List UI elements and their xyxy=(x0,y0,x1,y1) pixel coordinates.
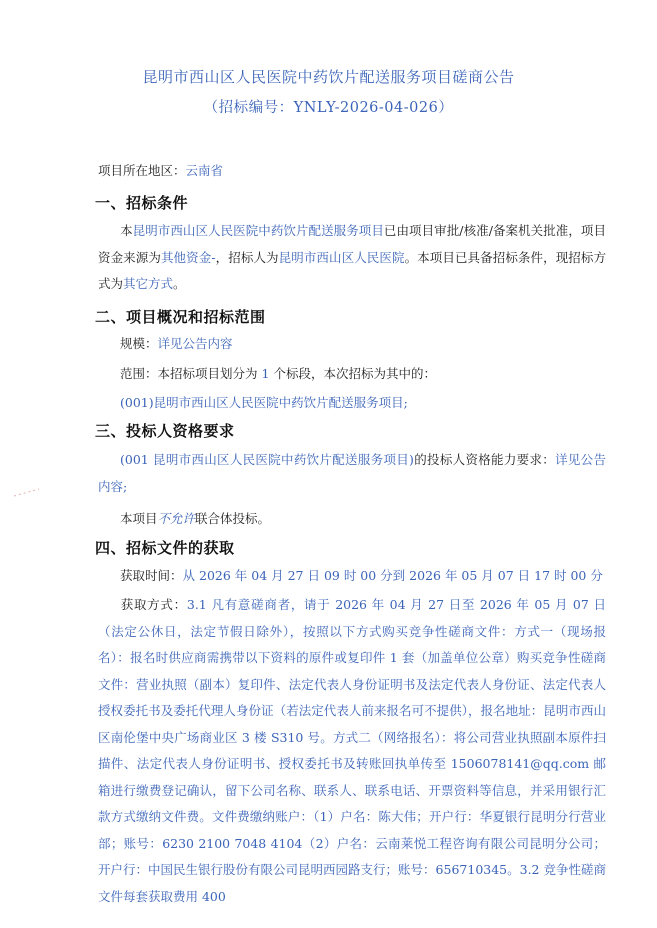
project-location xyxy=(98,158,608,184)
scale-value: 详见公告内容 xyxy=(157,336,233,351)
acquisition-time-value: 从 2026 年 04 月 27 日 09 时 00 分到 2026 年 05 月 07 日 17 时 00 分 xyxy=(182,568,603,583)
acquisition-method-paragraph: 获取方式：3.1 凡有意磋商者，请于 2026 年 04 月 27 日至 2026 年 05 月 07 日（法定公休日，法定节假日除外），按照以下方式购买竞争性磋商文件：方式一（现场报名）：报名时供应商需携带以下资料的原件或复印件 1 套（加盖单位公章）购买竞争性磋商文件：营业执照（副本）复印件、法定代表人身份证明书及法定代表人身份证、法定代表人授权委托书及委托代理人身份证（若法定代表人前来报名可不提供），报名地址：昆明市西山区南伦堡中央广场商业区 3 楼 S310 号。方式二（网络报名）：将公司营业执照副本原件扫描件、法定代表人身份证明书、授权委托书及转账回执单传至 1506078141@qq.com 邮箱进行缴费登记确认，留下公司名称、联系人、联系电话、开票资料等信息，并采用银行汇款方式缴纳文件费。文件费缴纳账户：（1）户名：陈大伟；开户行：华夏银行昆明分行营业部；账号：6230 2100 7048 4104（2）户名：云南莱悦工程咨询有限公司昆明分公司；开户行：中国民生银行股份有限公司昆明西园路支行；账号：656710345。3.2 竞争性磋商文件每套获取费用 400 xyxy=(98,597,606,904)
lot-count: 1 xyxy=(261,366,270,381)
tenderer-name: 昆明市西山区人民医院 xyxy=(278,249,405,265)
project-range: 范围：本招标项目划分为 1 个标段，本次招标为其中的： xyxy=(120,366,436,381)
section-heading-4: 四、招标文件的获取 xyxy=(95,539,235,557)
tender-method: 其它方式 xyxy=(123,276,174,291)
acquisition-time: 获取时间：从 2026 年 04 月 27 日 09 时 00 分到 2026 年 05 月 07 日 17 时 00 分 xyxy=(120,568,603,583)
page-title: 昆明市西山区人民医院中药饮片配送服务项目磋商公告 xyxy=(142,68,515,86)
acquisition-method-text: 3.1 凡有意磋商者，请于 2026 年 04 月 27 日至 2026 年 05 月 07 日（法定公休日，法定节假日除外），按照以下方式购买竞争性磋商文件：方式一（现场报名）：报名时供应商需携带以下资料的原件或复印件 1 套（加盖单位公章）购买竞争性磋商文件：营业执照（副本）复印件、法定代表人身份证明书及法定代表人身份证、法定代表人授权委托书及委托代理人身份证（若法定代表人前来报名可不提供），报名地址：昆明市西山区南伦堡中央广场商业区 3 楼 S310 号。方式二（网络报名）：将公司营业执照副本原件扫描件、法定代表人身份证明书、授权委托书及转账回执单传至 1506078141@qq.com 邮箱进行缴费登记确认，留下公司名称、联系人、联系电话、开票资料等信息，并采用银行汇款方式缴纳文件费。文件费缴纳账户：（1）户名：陈大伟；开户行：华夏银行昆明分行营业部；账号：6230 2100 7048 4104（2）户名：云南莱悦工程咨询有限公司昆明分公司；开户行：中国民生银行股份有限公司昆明西园路支行；账号：656710345。3.2 竞争性磋商文件每套获取费用 400 xyxy=(98,597,606,904)
project-scale: 规模：详见公告内容 xyxy=(120,336,233,351)
joint-bid-value: 不允许 xyxy=(157,511,196,526)
location-value: 云南省 xyxy=(185,163,224,178)
qualification-detail: 详见公告内容; xyxy=(98,452,606,494)
qualification-paragraph: (001 昆明市西山区人民医院中药饮片配送服务项目)的投标人资格能力要求：详见公告内容; xyxy=(98,452,606,494)
bid-number-suffix: ） xyxy=(438,100,454,116)
section-heading-1: 一、招标条件 xyxy=(95,194,189,212)
location-label: 项目所在地区： xyxy=(98,163,186,178)
lot-item: (001)昆明市西山区人民医院中药饮片配送服务项目; xyxy=(120,395,408,410)
project-name: 昆明市西山区人民医院中药饮片配送服务项目 xyxy=(132,223,384,238)
bid-number-value: YNLY-2026-04-026 xyxy=(293,100,439,116)
section-heading-3: 三、投标人资格要求 xyxy=(95,422,235,440)
stray-mark-decoration xyxy=(12,486,42,500)
fund-source: 其他资金- xyxy=(160,249,216,265)
section-heading-2: 二、项目概况和招标范围 xyxy=(95,308,266,326)
bid-number xyxy=(0,96,657,117)
bid-number-prefix: （招标编号： xyxy=(203,100,294,116)
joint-bid-rule: 本项目不允许联合体投标。 xyxy=(120,511,271,526)
tender-conditions-paragraph: 本昆明市西山区人民医院中药饮片配送服务项目已由项目审批/核准/备案机关批准，项目资金来源为其他资金-，招标人为昆明市西山区人民医院。本项目已具备招标条件，现招标方式为其它方式。 xyxy=(98,223,606,291)
